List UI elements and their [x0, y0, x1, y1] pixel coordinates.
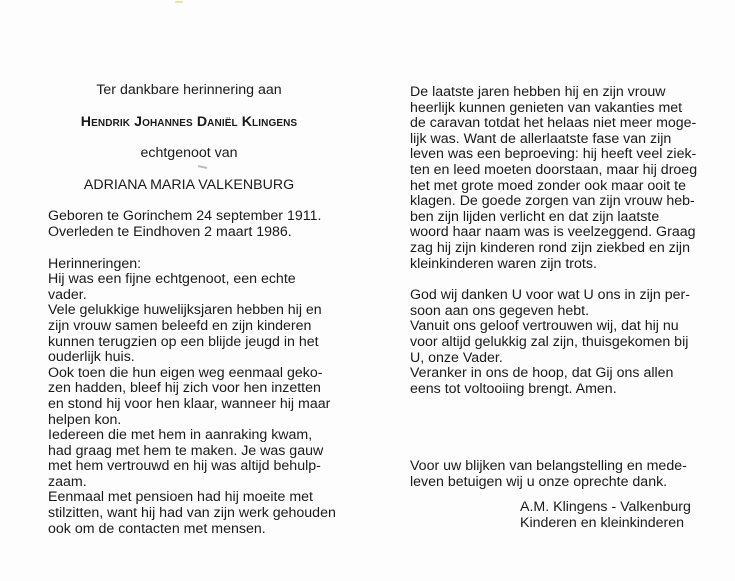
text-line: het met grote moed zonder ook maar ooit te — [410, 177, 687, 194]
text-line: zag hij zijn kinderen rond zijn ziekbed en zijn — [410, 239, 690, 256]
text-line: Ook toen die hun eigen weg eenmaal geko- — [48, 364, 323, 381]
text-line: heerlijk kunnen genieten van vakanties met — [410, 99, 683, 116]
spouse-name: ADRIANA MARIA VALKENBURG — [83, 176, 295, 193]
text-line: De laatste jaren hebben hij en zijn vrouw — [410, 84, 666, 100]
text-line: en stond hij voor hen klaar, wanneer hij maar — [48, 395, 331, 412]
text-line: eens tot voltooiing brengt. Amen. — [410, 380, 617, 397]
intro-text: Ter dankbare herinnering aan — [96, 82, 282, 98]
text-line: leven betuigen wij u onze oprechte dank. — [410, 473, 668, 490]
text-line: voor altijd gelukkig zal zijn, thuisgekomen bij — [410, 333, 689, 350]
thanks-paragraph — [410, 459, 702, 490]
text-line: Eenmaal met pensioen had hij moeite met — [48, 489, 313, 506]
closing-paragraph — [410, 85, 702, 272]
text-line: ook om de contacten met mensen. — [48, 520, 266, 537]
text-line: kleinkinderen waren zijn trots. — [410, 255, 597, 272]
text-line: klagen. De goede zorgen van zijn vrouw heb- — [410, 193, 695, 210]
left-column — [48, 82, 336, 537]
text-line: U, onze Vader. — [410, 349, 503, 366]
prayer-paragraph — [410, 288, 702, 397]
text-line: Hij was een fijne echtgenoot, een echte — [48, 271, 296, 288]
memories-text — [48, 255, 336, 538]
text-line: stilzitten, want hij had van zijn werk gehouden — [48, 505, 336, 522]
text-line: ben zijn lijden verlicht en dat zijn laatste — [410, 208, 660, 225]
text-line: lijk was. Want de allerlaatste fase van zijn — [410, 130, 672, 147]
text-line: zen hadden, bleef hij zich voor hen inzetten — [48, 380, 321, 397]
text-line: soon aan ons gegeven hebt. — [410, 302, 590, 319]
text-line: Voor uw blijken van belangstelling en mede- — [410, 458, 687, 475]
text-line: helpen kon. — [48, 411, 122, 428]
text-line: Herinneringen: — [48, 255, 142, 272]
text-line: Vanuit ons geloof vertrouwen wij, dat hij nu — [410, 318, 679, 335]
text-line: ouderlijk huis. — [48, 349, 135, 366]
scan-mark — [175, 1, 183, 3]
text-line: de caravan totdat het helaas niet meer moge- — [410, 115, 697, 132]
text-line: vader. — [48, 286, 87, 303]
text-line: woord haar naam was is veelzeggend. Graag — [410, 224, 696, 241]
text-line: zijn vrouw samen beleefd en zijn kinderen — [48, 317, 312, 334]
birth-line: Geboren te Gorinchem 24 september 1911. — [48, 208, 322, 225]
death-line: Overleden te Eindhoven 2 maart 1986. — [48, 223, 292, 240]
relation-text: echtgenoot van — [140, 145, 238, 162]
text-line: Iedereen die met hem in aanraking kwam, — [48, 427, 313, 444]
text-line: Vele gelukkige huwelijksjaren hebben hij en — [48, 302, 322, 319]
text-line: Veranker in ons de hoop, dat Gij ons allen — [410, 365, 674, 382]
right-column — [410, 85, 702, 532]
text-line: ten en leed moeten doorstaan, maar hij droeg — [410, 161, 698, 178]
text-line: had graag met hem te maken. Je was gauw — [48, 442, 324, 459]
signature-line: A.M. Klingens - Valkenburg — [520, 499, 691, 516]
text-line: zaam. — [48, 473, 87, 490]
signature — [410, 500, 702, 531]
text-line: God wij danken U voor wat U ons in zijn per- — [410, 287, 690, 304]
text-line: leven was een beproeving: hij heeft veel ziek- — [410, 146, 697, 163]
text-line: met hem vertrouwd en hij was altijd behulp- — [48, 458, 321, 475]
text-line: kunnen terugzien op een blijde jeugd in het — [48, 333, 319, 350]
signature-line: Kinderen en kleinkinderen — [520, 515, 685, 532]
deceased-name: Hendrik Johannes Daniël Klingens — [80, 113, 298, 130]
